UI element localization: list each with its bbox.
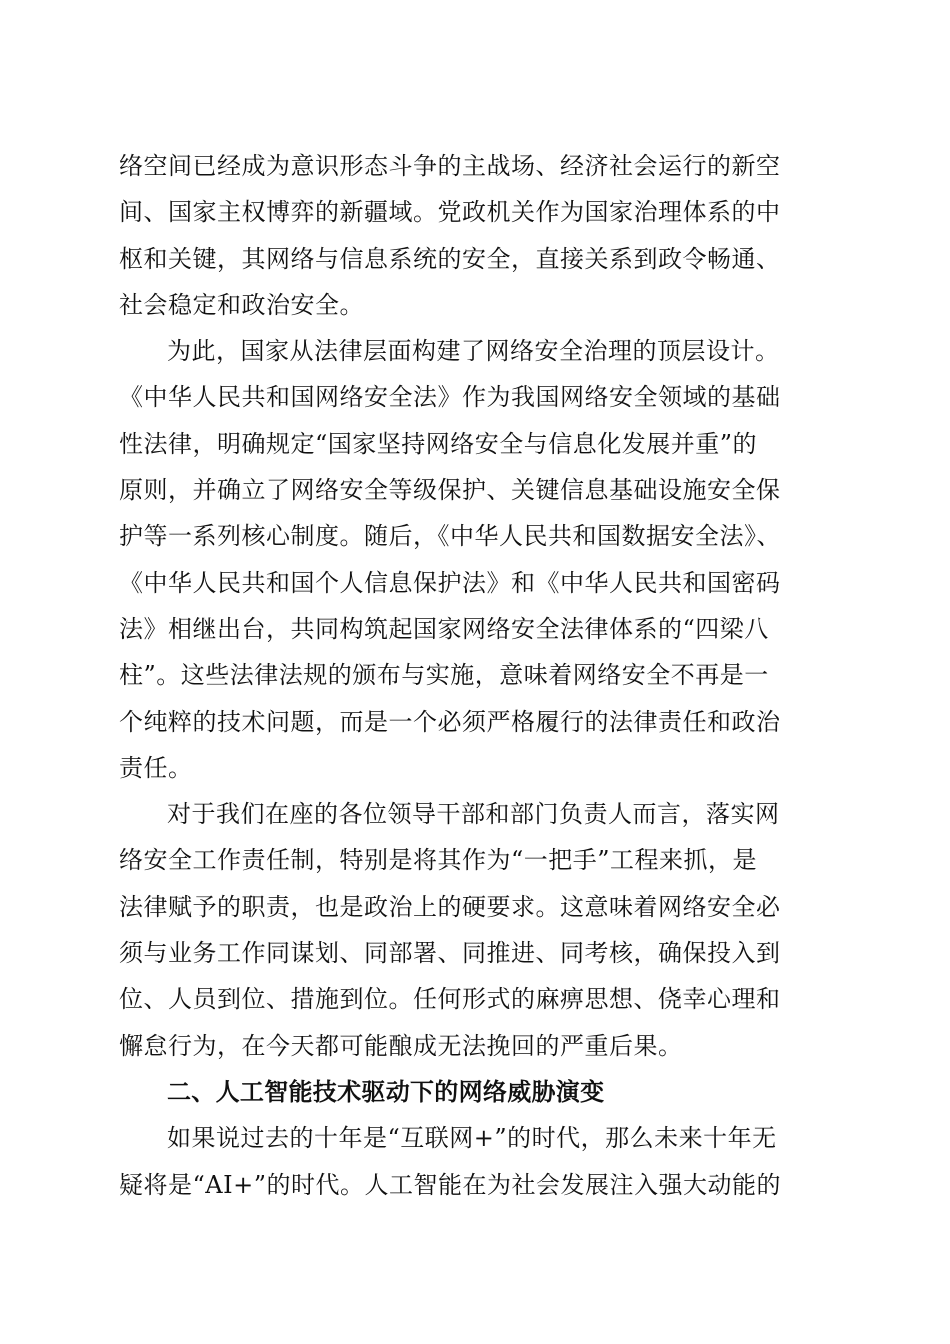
text-line: 法》相继出台，共同构筑起国家网络安全法律体系的“四梁八 — [119, 614, 769, 643]
text-line: 性法律，明确规定“国家坚持网络安全与信息化发展并重”的 — [119, 429, 758, 458]
text-line: 护等一系列核心制度。随后，《中华人民共和国数据安全法》、 — [119, 522, 781, 551]
text-line: 位、人员到位、措施到位。任何形式的麻痹思想、侥幸心理和 — [119, 985, 781, 1014]
text-line: 懈怠行为，在今天都可能酿成无法挽回的严重后果。 — [119, 1031, 683, 1060]
text-line: 疑将是“AI+”的时代。人工智能在为社会发展注入强大动能的 — [119, 1170, 781, 1199]
text-line: 《中华人民共和国网络安全法》作为我国网络安全领域的基础 — [119, 383, 781, 412]
text-line: 法律赋予的职责，也是政治上的硬要求。这意味着网络安全必 — [119, 892, 781, 921]
text-line: 络安全工作责任制，特别是将其作为“一把手”工程来抓，是 — [119, 846, 758, 875]
text-line: 原则，并确立了网络安全等级保护、关键信息基础设施安全保 — [119, 476, 781, 505]
text-line: 个纯粹的技术问题，而是一个必须严格履行的法律责任和政治 — [119, 707, 781, 736]
text-line: 柱”。这些法律法规的颁布与实施，意味着网络安全不再是一 — [119, 661, 769, 690]
document-page — [119, 143, 830, 1208]
paragraph-start-line: 对于我们在座的各位领导干部和部门负责人而言，落实网 — [167, 800, 780, 829]
text-line: 须与业务工作同谋划、同部署、同推进、同考核，确保投入到 — [119, 939, 781, 968]
text-line: 间、国家主权博弈的新疆域。党政机关作为国家治理体系的中 — [119, 198, 781, 227]
text-line: 络空间已经成为意识形态斗争的主战场、经济社会运行的新空 — [119, 152, 781, 180]
section-heading: 二、人工智能技术驱动下的网络威胁演变 — [167, 1077, 605, 1106]
text-line: 社会稳定和政治安全。 — [119, 290, 364, 319]
text-line: 责任。 — [119, 753, 193, 782]
paragraph-start-line: 如果说过去的十年是“互联网+”的时代，那么未来十年无 — [167, 1124, 777, 1153]
paragraph-start-line: 为此，国家从法律层面构建了网络安全治理的顶层设计。 — [167, 337, 780, 366]
text-line: 枢和关键，其网络与信息系统的安全，直接关系到政令畅通、 — [119, 244, 781, 273]
text-line: 《中华人民共和国个人信息保护法》和《中华人民共和国密码 — [119, 568, 781, 597]
